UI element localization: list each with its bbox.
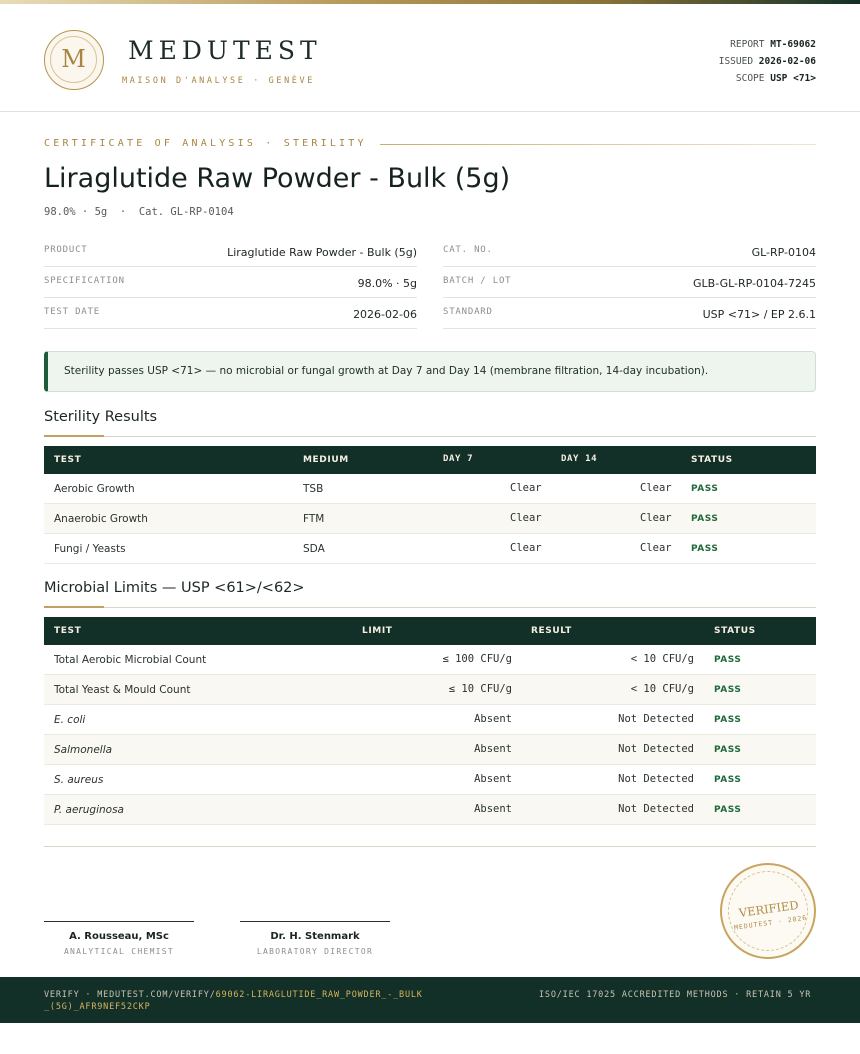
page-subtitle: 98.0% · 5g · Cat. GL-RP-0104 xyxy=(44,206,234,218)
table-cell: ≤ 100 CFU/g xyxy=(442,653,512,665)
table-cell: Absent xyxy=(474,713,512,725)
page-title: Liraglutide Raw Powder - Bulk (5g) xyxy=(44,163,511,194)
microbial-table xyxy=(44,617,816,825)
signature-analyst: A. Rousseau, MSc ANALYTICAL CHEMIST xyxy=(44,921,194,956)
table-cell: Clear xyxy=(510,542,542,554)
section-rule xyxy=(44,607,816,608)
stamp-sublabel: MEDUTEST · 2026 xyxy=(733,913,808,932)
table-cell: Salmonella xyxy=(54,744,113,756)
brand-name: MEDUTEST xyxy=(128,36,322,65)
table-row xyxy=(44,705,816,735)
sterility-section-title: Sterility Results xyxy=(44,409,158,425)
table-cell: Total Yeast & Mould Count xyxy=(54,684,191,696)
table-header: TEST MEDIUM DAY 7 DAY 14 STATUS xyxy=(44,446,816,474)
detail-row: TEST DATE 2026-02-06 xyxy=(44,298,417,329)
table-cell: Clear xyxy=(510,512,542,524)
table-cell: Not Detected xyxy=(618,803,694,815)
meta-issued: ISSUED 2026-02-06 xyxy=(718,56,816,67)
table-cell: < 10 CFU/g xyxy=(630,653,694,665)
microbial-section-title: Microbial Limits — USP <61>/<62> xyxy=(44,580,305,596)
verify-text: VERIFY · MEDUTEST.COM/VERIFY/69062-LIRAGLUTIDE_RAW_POWDER_-_BULK_(5G)_AFR9NEF52CKP xyxy=(44,990,423,1012)
table-cell: Anaerobic Growth xyxy=(54,513,148,525)
verified-stamp xyxy=(714,857,822,965)
table-header: TEST LIMIT RESULT STATUS xyxy=(44,617,816,645)
detail-row: CAT. NO. GL-RP-0104 xyxy=(443,236,816,267)
status-badge: PASS xyxy=(714,655,742,665)
accreditation-text: ISO/IEC 17025 ACCREDITED METHODS · RETAIN 5 YR xyxy=(539,990,812,1000)
detail-row: BATCH / LOT GLB-GL-RP-0104-7245 xyxy=(443,267,816,298)
header xyxy=(0,4,860,112)
details-left xyxy=(44,236,417,329)
table-row xyxy=(44,675,816,705)
callout-text: Sterility passes USP <71> — no microbial or fungal growth at Day 7 and Day 14 (membrane filtration, 14-day incubation). xyxy=(64,365,709,377)
table-cell: Clear xyxy=(510,482,542,494)
table-cell: SDA xyxy=(303,543,325,555)
report-meta xyxy=(719,36,816,87)
status-badge: PASS xyxy=(691,544,719,554)
table-row xyxy=(44,645,816,675)
certificate-eyebrow: CERTIFICATE OF ANALYSIS · STERILITY xyxy=(44,138,367,149)
logo-seal xyxy=(44,30,104,90)
table-cell: Aerobic Growth xyxy=(54,483,135,495)
detail-row: STANDARD USP <71> / EP 2.6.1 xyxy=(443,298,816,329)
table-cell: Fungi / Yeasts xyxy=(54,543,126,555)
table-cell: Absent xyxy=(474,773,512,785)
table-cell: Not Detected xyxy=(618,713,694,725)
section-rule xyxy=(44,436,816,437)
table-cell: FTM xyxy=(303,513,325,525)
table-row xyxy=(44,765,816,795)
table-cell: P. aeruginosa xyxy=(54,804,124,816)
table-cell: Clear xyxy=(640,542,672,554)
table-cell: Absent xyxy=(474,743,512,755)
table-row xyxy=(44,534,816,564)
table-cell: Clear xyxy=(640,512,672,524)
eyebrow-divider xyxy=(380,144,816,145)
detail-row: SPECIFICATION 98.0% · 5g xyxy=(44,267,417,298)
status-badge: PASS xyxy=(691,484,719,494)
verify-link[interactable]: 69062-LIRAGLUTIDE_RAW_POWDER_-_BULK_(5G)_AFR9NEF52CKP xyxy=(44,990,423,1012)
table-cell: E. coli xyxy=(54,714,86,726)
table-cell: Absent xyxy=(474,803,512,815)
table-cell: Total Aerobic Microbial Count xyxy=(54,654,207,666)
sterility-callout xyxy=(44,351,816,392)
status-badge: PASS xyxy=(691,514,719,524)
signature-divider xyxy=(44,846,816,847)
detail-row: PRODUCT Liraglutide Raw Powder - Bulk (5g) xyxy=(44,236,417,267)
table-cell: TSB xyxy=(303,483,324,495)
table-cell: Clear xyxy=(640,482,672,494)
details-right xyxy=(443,236,816,329)
stamp-label: VERIFIED xyxy=(737,897,800,920)
status-badge: PASS xyxy=(714,775,742,785)
status-badge: PASS xyxy=(714,715,742,725)
status-badge: PASS xyxy=(714,745,742,755)
logo-letter: M xyxy=(50,36,97,83)
table-row xyxy=(44,735,816,765)
signature-director: Dr. H. Stenmark LABORATORY DIRECTOR xyxy=(240,921,390,956)
section-accent xyxy=(44,606,104,608)
table-row xyxy=(44,474,816,504)
table-cell: S. aureus xyxy=(54,774,104,786)
table-cell: ≤ 10 CFU/g xyxy=(448,683,512,695)
brand-subtitle: MAISON D'ANALYSE · GENÈVE xyxy=(122,76,315,86)
table-row xyxy=(44,795,816,825)
status-badge: PASS xyxy=(714,685,742,695)
sterility-table xyxy=(44,446,816,564)
meta-report: REPORT MT-69062 xyxy=(730,39,816,50)
table-cell: Not Detected xyxy=(618,743,694,755)
meta-scope: SCOPE USP <71> xyxy=(735,73,816,84)
section-accent xyxy=(44,435,104,437)
stamp-ring xyxy=(723,866,813,956)
status-badge: PASS xyxy=(714,805,742,815)
table-row xyxy=(44,504,816,534)
table-cell: Not Detected xyxy=(618,773,694,785)
table-cell: < 10 CFU/g xyxy=(630,683,694,695)
footer xyxy=(0,977,860,1023)
